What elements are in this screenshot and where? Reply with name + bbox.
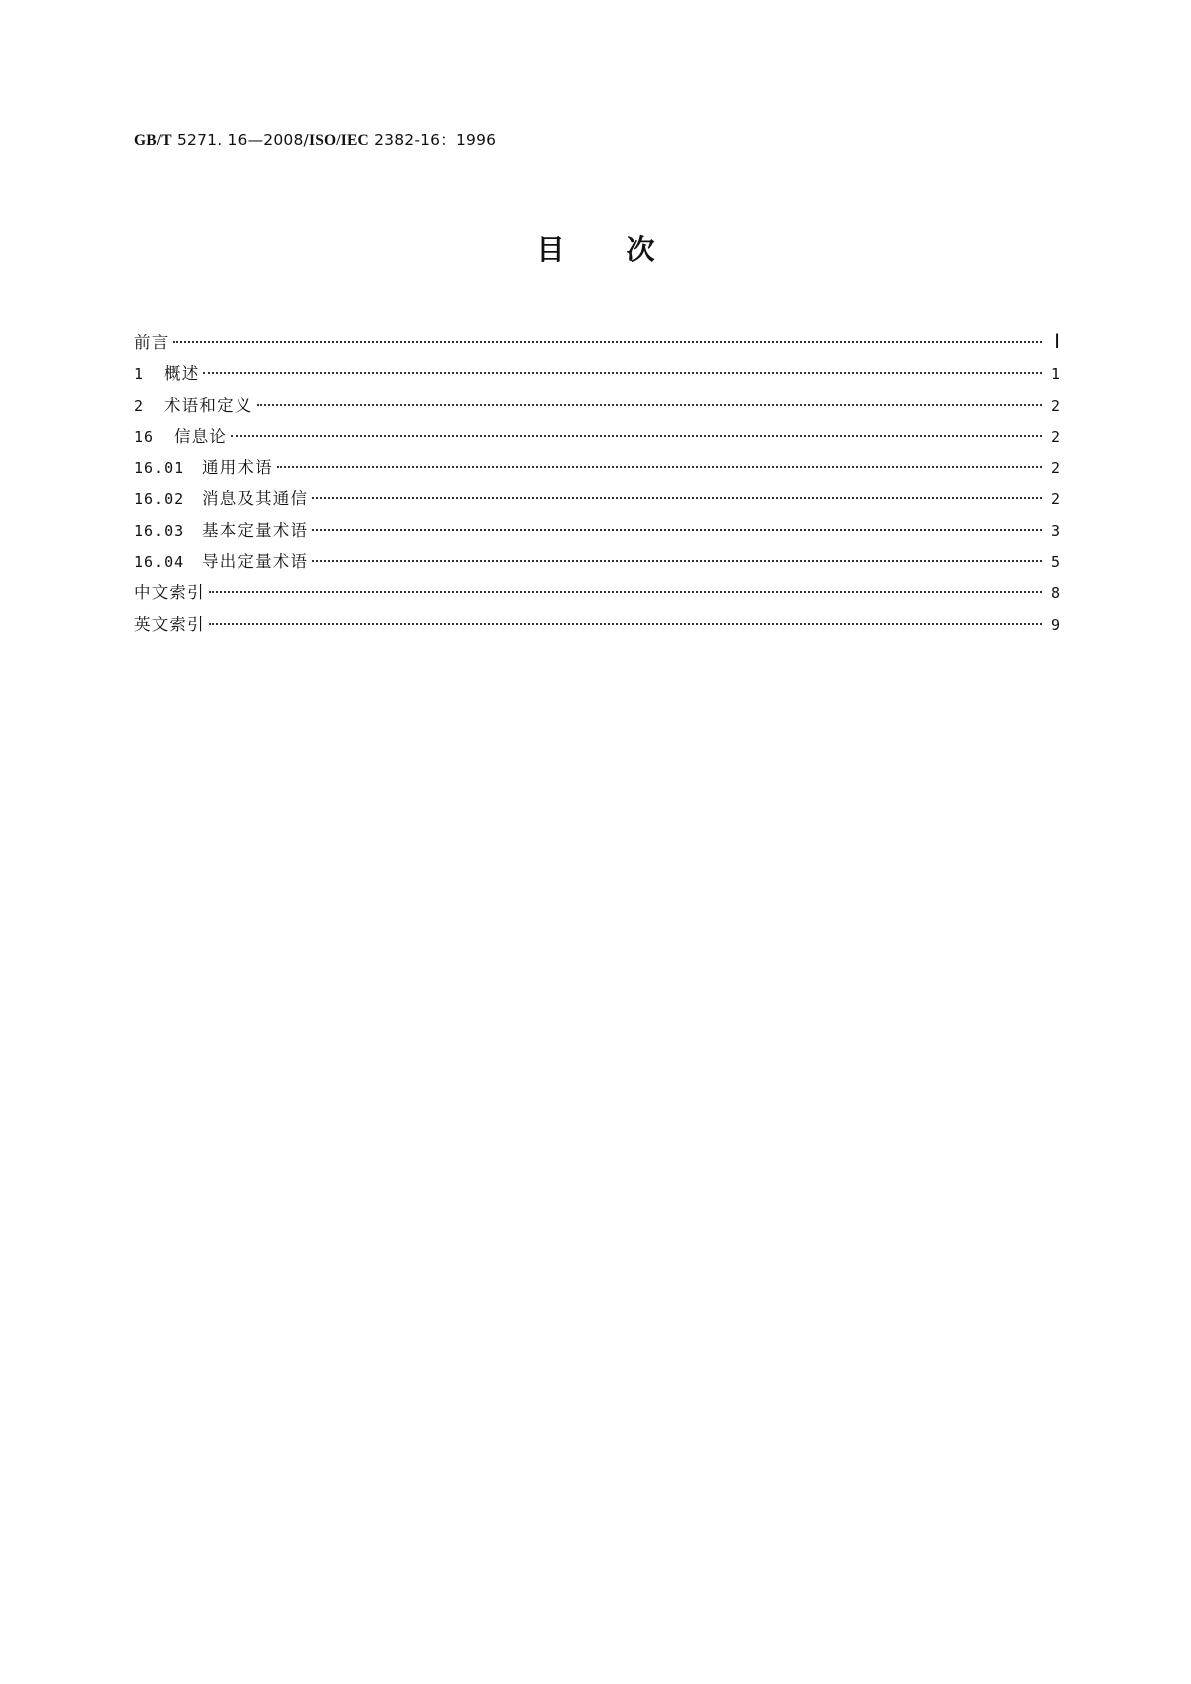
toc-title-char-2: 次 <box>626 233 655 266</box>
toc-entry-16[interactable] <box>134 423 1060 454</box>
toc-leader-dots <box>231 424 1042 442</box>
toc-entry-16-02[interactable] <box>134 485 1060 516</box>
toc-entry-1[interactable] <box>134 360 1060 391</box>
toc-leader-dots <box>312 486 1042 504</box>
toc-entry-number: 1 <box>134 365 145 384</box>
table-of-contents <box>134 329 1060 642</box>
toc-leader-dots <box>173 330 1042 348</box>
toc-entry-16-03[interactable] <box>134 517 1060 548</box>
toc-entry-2[interactable] <box>134 392 1060 423</box>
toc-page-number: 2 <box>1050 396 1060 415</box>
toc-entry-number: 16 <box>134 427 155 446</box>
toc-entry-number: 16.04 <box>134 553 185 572</box>
toc-leader-dots <box>257 392 1043 410</box>
toc-entry-foreword[interactable] <box>134 329 1060 360</box>
toc-leader-dots <box>209 580 1042 598</box>
toc-title-char-1: 目 <box>536 233 565 266</box>
toc-page-number: Ⅰ <box>1054 331 1060 353</box>
toc-page-number: 9 <box>1050 615 1060 634</box>
iso-prefix: ISO/IEC <box>308 132 369 149</box>
toc-page-number: 8 <box>1050 584 1060 603</box>
toc-entry-chinese-index[interactable] <box>134 579 1060 610</box>
toc-entry-number: 2 <box>134 396 145 415</box>
toc-page-number: 5 <box>1050 553 1060 572</box>
iso-number: 2382-16：1996 <box>368 131 497 149</box>
toc-entry-16-01[interactable] <box>134 454 1060 485</box>
standard-header <box>134 128 496 150</box>
toc-entry-number: 16.03 <box>134 521 185 540</box>
toc-page-number: 2 <box>1050 459 1060 478</box>
toc-leader-dots <box>277 455 1042 473</box>
toc-entry-label: 通用术语 <box>202 458 273 478</box>
toc-entry-label: 基本定量术语 <box>202 520 309 540</box>
toc-entry-label: 消息及其通信 <box>202 489 309 509</box>
toc-entry-label: 英文索引 <box>134 614 205 634</box>
toc-page-number: 2 <box>1050 427 1060 446</box>
toc-entry-label: 前言 <box>134 333 170 352</box>
toc-entry-english-index[interactable] <box>134 611 1060 642</box>
toc-leader-dots <box>203 361 1042 379</box>
standard-number: 5271. 16—2008/ <box>171 131 309 149</box>
toc-entry-label: 导出定量术语 <box>202 552 309 572</box>
toc-entry-16-04[interactable] <box>134 548 1060 579</box>
toc-entry-label: 术语和定义 <box>164 395 253 415</box>
toc-page-number: 2 <box>1050 490 1060 509</box>
toc-leader-dots <box>209 612 1042 630</box>
standard-prefix: GB/T <box>134 132 172 149</box>
toc-leader-dots <box>312 518 1042 536</box>
toc-leader-dots <box>312 549 1042 567</box>
toc-page-number: 1 <box>1050 365 1060 384</box>
toc-entry-number: 16.01 <box>134 459 185 478</box>
toc-entry-label: 信息论 <box>174 426 228 446</box>
toc-entry-number: 16.02 <box>134 490 185 509</box>
toc-entry-label: 中文索引 <box>134 583 205 603</box>
toc-title <box>0 228 1191 268</box>
toc-page-number: 3 <box>1050 521 1060 540</box>
toc-entry-label: 概述 <box>164 364 200 384</box>
